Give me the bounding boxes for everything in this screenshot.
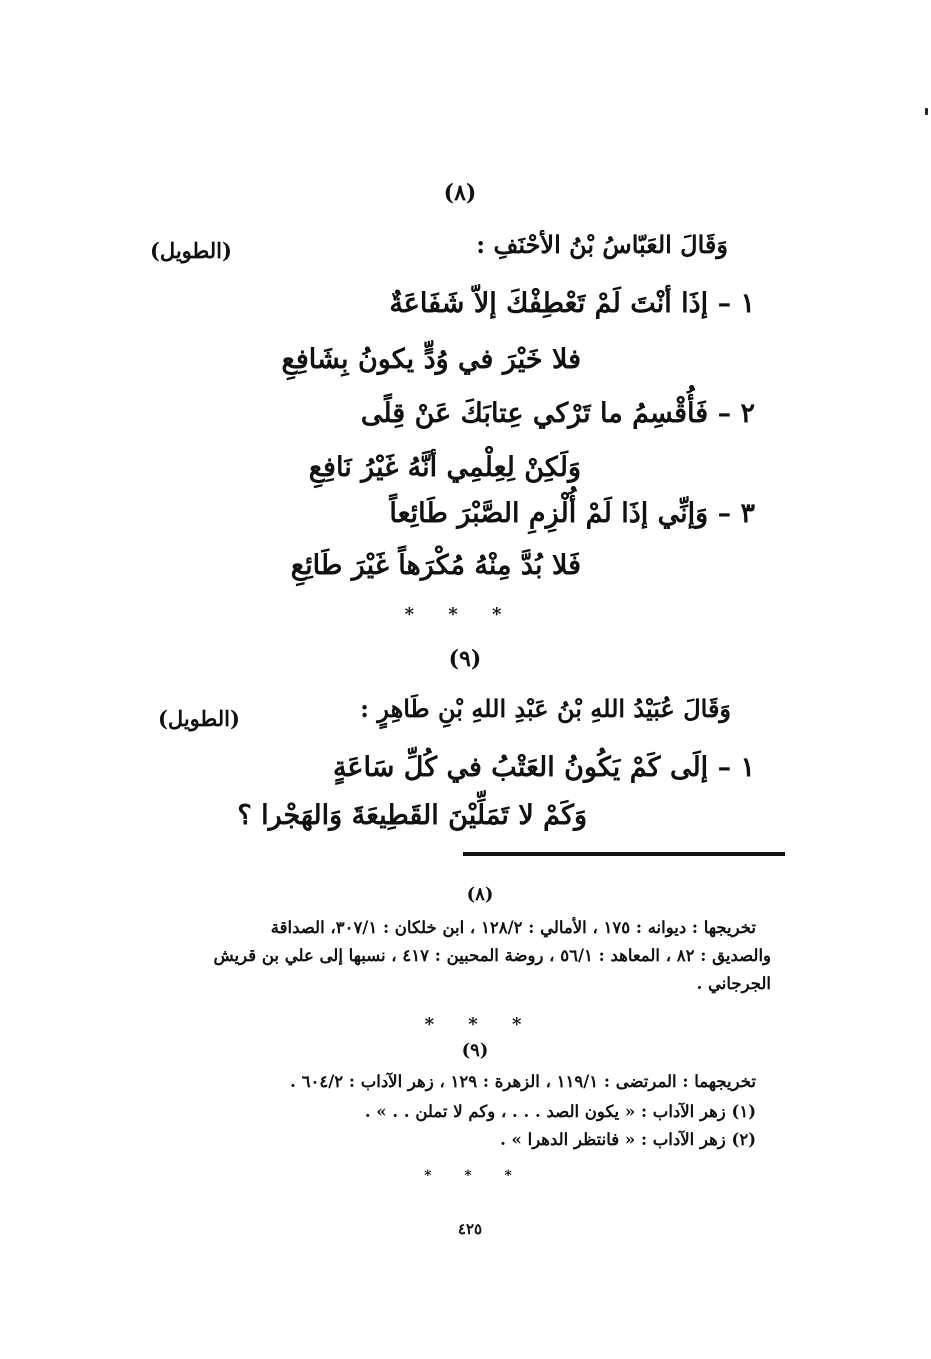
verse-8-2-second-hemistich: وَلَكِنْ لِعِلْمِي أنَّهُ غَيْرُ نَافِعِ — [308, 452, 581, 483]
section-8-meter: (الطويل) — [150, 238, 232, 263]
section-separator: * * * — [404, 604, 516, 625]
page-number: ٤٢٥ — [457, 1220, 483, 1238]
section-8-intro: وَقَالَ العَبّاسُ بْنُ الأحْنَفِ : — [476, 230, 728, 259]
verse-8-1-first-hemistich: ١ – إذَا أنْتَ لَمْ تَعْطِفْكَ إلاّ شَفَاعَةٌ — [389, 288, 755, 319]
section-8-number: (٨) — [443, 180, 477, 206]
footnote-8-number: (٨) — [466, 884, 494, 905]
footnote-8-line-2: والصديق : ٨٢ ، المعاهد : ٥٦/١ ، روضة المحبين : ٤١٧ ، نسبها إلى علي بن قريش — [213, 946, 771, 965]
verse-8-2-first-hemistich: ٢ – فَأُقْسِمُ ما تَرْكي عِتابَكَ عَنْ قِلًى — [360, 398, 755, 429]
footnote-9-number: (٩) — [461, 1040, 489, 1061]
verse-8-3-first-hemistich: ٣ – وَإنِّي إذَا لَمْ أُلْزِمِ الصَّبْرَ طَائِعاً — [389, 498, 755, 529]
footnote-divider — [463, 852, 785, 856]
footnote-9-line-3: (٢) زهر الآداب : « فانتظر الدهرا » . — [500, 1130, 756, 1149]
section-9-intro: وَقَالَ عُبَيْدُ اللهِ بْنُ عَبْدِ اللهِ بْنِ طَاهِرٍ : — [360, 694, 731, 723]
verse-8-1-second-hemistich: فلا خَيْرَ في وُدٍّ يكونُ بِشَافِعِ — [281, 344, 581, 375]
footnote-end-separator: * * * — [424, 1168, 526, 1184]
verse-9-1-first-hemistich: ١ – إلَى كَمْ يَكُونُ العَتْبُ في كُلِّ سَاعَةٍ — [332, 752, 755, 783]
section-9-meter: (الطويل) — [158, 706, 240, 731]
footnote-8-line-1: تخريجها : ديوانه : ١٧٥ ، الأمالي : ١٢٨/٢ ، ابن خلكان : ٣٠٧/١، الصداقة — [270, 918, 756, 937]
margin-mark — [925, 108, 928, 115]
verse-8-3-second-hemistich: فَلا بُدَّ مِنْهُ مُكْرَهاً غَيْرَ طَائِعِ — [290, 550, 581, 581]
verse-9-1-second-hemistich: وَكَمْ لا تَمَلِّيْنَ القَطِيعَةَ وَالهَجْرا ؟ — [237, 800, 587, 831]
section-9-number: (٩) — [448, 646, 482, 672]
footnote-8-line-3: الجرجاني . — [696, 974, 771, 993]
footnote-separator: * * * — [424, 1014, 536, 1035]
footnote-9-line-2: (١) زهر الآداب : « يكون الصد . . . ، وكم لا تملن . . » . — [364, 1102, 756, 1121]
footnote-9-line-1: تخريجهما : المرتضى : ١١٩/١ ، الزهرة : ١٢٩ ، زهر الآداب : ٦٠٤/٢ . — [290, 1072, 756, 1091]
